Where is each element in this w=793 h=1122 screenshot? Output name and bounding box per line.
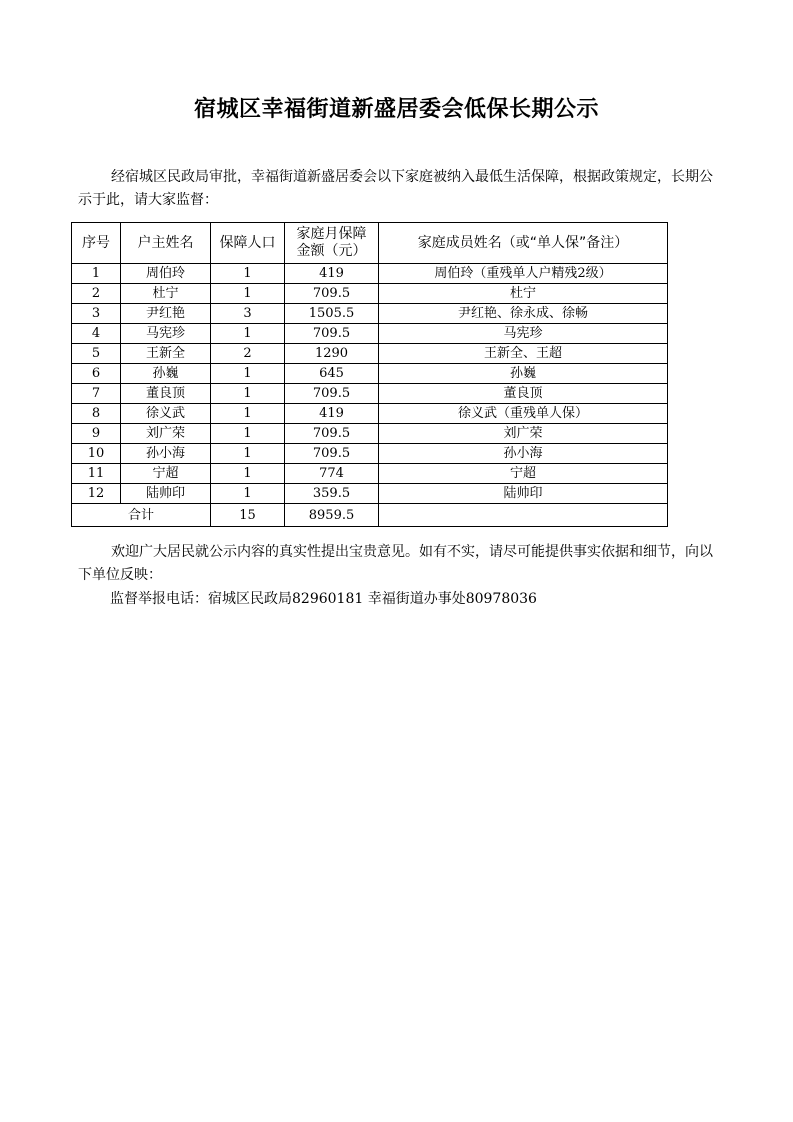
cell-people: 1 — [211, 464, 285, 484]
cell-householder: 董良顶 — [121, 384, 211, 404]
cell-members: 刘广荣 — [379, 424, 668, 444]
cell-serial: 5 — [72, 344, 121, 364]
cell-amount: 359.5 — [285, 484, 379, 504]
cell-amount: 709.5 — [285, 424, 379, 444]
total-members — [379, 504, 668, 527]
cell-members: 徐义武（重残单人保） — [379, 404, 668, 424]
cell-amount: 709.5 — [285, 384, 379, 404]
cell-people: 3 — [211, 304, 285, 324]
cell-amount: 709.5 — [285, 444, 379, 464]
subsidy-table — [71, 222, 668, 527]
cell-members: 孙巍 — [379, 364, 668, 384]
table-row — [72, 284, 668, 304]
cell-serial: 12 — [72, 484, 121, 504]
header-people: 保障人口 — [211, 223, 285, 264]
cell-serial: 3 — [72, 304, 121, 324]
cell-people: 2 — [211, 344, 285, 364]
cell-people: 1 — [211, 424, 285, 444]
cell-householder: 周伯玲 — [121, 264, 211, 284]
cell-members: 王新全、王超 — [379, 344, 668, 364]
hotline-text: 监督举报电话：宿城区民政局82960181 幸福街道办事处80978036 — [110, 591, 537, 607]
outro-paragraph: 欢迎广大居民就公示内容的真实性提出宝贵意见。如有不实，请尽可能提供事实依据和细节，向以下单位反映： — [78, 544, 713, 583]
header-amount — [285, 223, 379, 264]
cell-people: 1 — [211, 404, 285, 424]
total-row — [72, 504, 668, 527]
header-amount-text: 家庭月保障金额（元） — [296, 226, 367, 259]
cell-amount: 709.5 — [285, 284, 379, 304]
table-row — [72, 344, 668, 364]
cell-serial: 8 — [72, 404, 121, 424]
cell-householder: 王新全 — [121, 344, 211, 364]
header-serial: 序号 — [72, 223, 121, 264]
intro-paragraph: 经宿城区民政局审批，幸福街道新盛居委会以下家庭被纳入最低生活保障，根据政策规定，长期公示于此，请大家监督： — [78, 169, 713, 208]
cell-serial: 11 — [72, 464, 121, 484]
cell-amount: 1505.5 — [285, 304, 379, 324]
cell-members: 周伯玲（重残单人户精残2级） — [379, 264, 668, 284]
cell-members: 尹红艳、徐永成、徐畅 — [379, 304, 668, 324]
cell-members: 杜宁 — [379, 284, 668, 304]
cell-members: 陆帅印 — [379, 484, 668, 504]
cell-serial: 10 — [72, 444, 121, 464]
cell-people: 1 — [211, 364, 285, 384]
cell-amount: 774 — [285, 464, 379, 484]
header-householder: 户主姓名 — [121, 223, 211, 264]
header-members: 家庭成员姓名（或“单人保”备注） — [379, 223, 668, 264]
total-label: 合计 — [72, 504, 211, 527]
cell-people: 1 — [211, 264, 285, 284]
table-row — [72, 304, 668, 324]
cell-householder: 尹红艳 — [121, 304, 211, 324]
table-row — [72, 444, 668, 464]
cell-amount: 709.5 — [285, 324, 379, 344]
cell-amount: 419 — [285, 264, 379, 284]
cell-people: 1 — [211, 444, 285, 464]
table-row — [72, 424, 668, 444]
cell-serial: 6 — [72, 364, 121, 384]
cell-householder: 徐义武 — [121, 404, 211, 424]
table-row — [72, 364, 668, 384]
cell-serial: 4 — [72, 324, 121, 344]
cell-people: 1 — [211, 324, 285, 344]
cell-members: 孙小海 — [379, 444, 668, 464]
total-amount: 8959.5 — [285, 504, 379, 527]
cell-members: 马宪珍 — [379, 324, 668, 344]
table-row — [72, 404, 668, 424]
cell-householder: 马宪珍 — [121, 324, 211, 344]
cell-serial: 7 — [72, 384, 121, 404]
cell-people: 1 — [211, 484, 285, 504]
cell-members: 董良顶 — [379, 384, 668, 404]
table-header-row — [72, 223, 668, 264]
table-row — [72, 464, 668, 484]
cell-amount: 419 — [285, 404, 379, 424]
cell-members: 宁超 — [379, 464, 668, 484]
cell-serial: 1 — [72, 264, 121, 284]
cell-people: 1 — [211, 384, 285, 404]
cell-amount: 645 — [285, 364, 379, 384]
cell-householder: 陆帅印 — [121, 484, 211, 504]
cell-householder: 孙小海 — [121, 444, 211, 464]
total-people: 15 — [211, 504, 285, 527]
page-title: 宿城区幸福街道新盛居委会低保长期公示 — [193, 96, 599, 122]
cell-amount: 1290 — [285, 344, 379, 364]
cell-householder: 孙巍 — [121, 364, 211, 384]
cell-householder: 杜宁 — [121, 284, 211, 304]
cell-serial: 9 — [72, 424, 121, 444]
table-row — [72, 384, 668, 404]
cell-householder: 刘广荣 — [121, 424, 211, 444]
table-row — [72, 324, 668, 344]
table-row — [72, 264, 668, 284]
cell-householder: 宁超 — [121, 464, 211, 484]
cell-people: 1 — [211, 284, 285, 304]
cell-serial: 2 — [72, 284, 121, 304]
table-row — [72, 484, 668, 504]
